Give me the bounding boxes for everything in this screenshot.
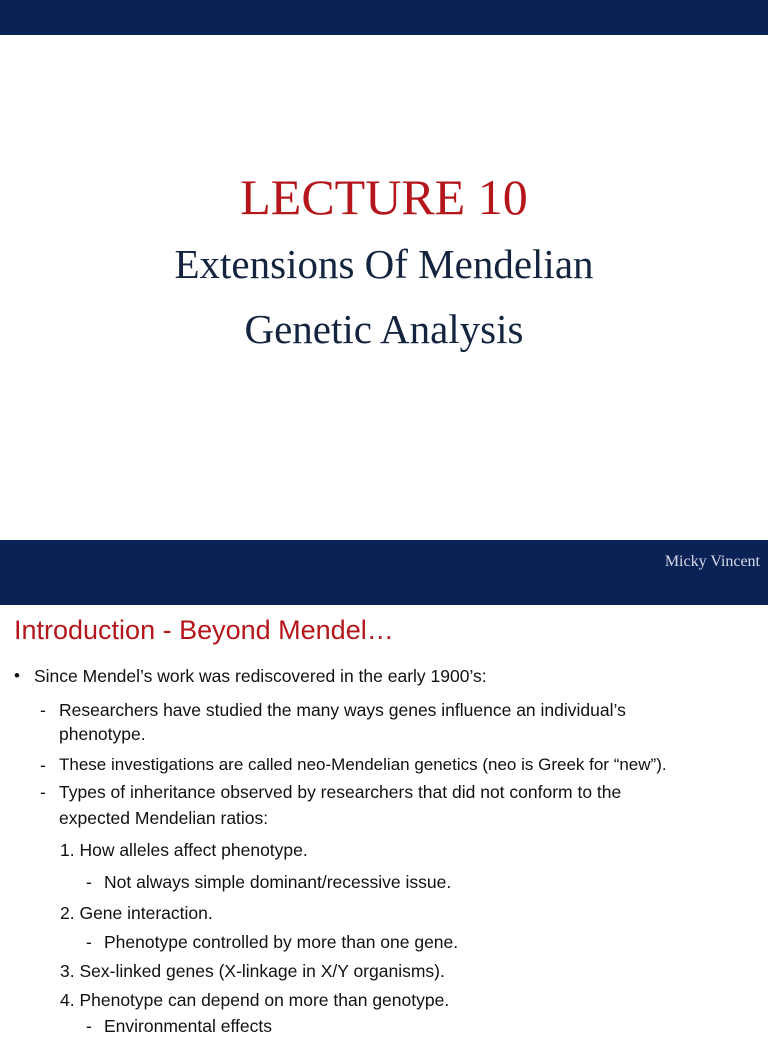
- lecture-number: LECTURE 10: [240, 169, 528, 225]
- sub-line-3: These investigations are called neo-Mendelian genetics (neo is Greek for “new”).: [59, 755, 667, 774]
- numbered-item-1: 1. How alleles affect phenotype.: [60, 840, 308, 860]
- sub-line-2a: Researchers have studied the many ways genes influence an individual’s: [59, 700, 626, 720]
- author-name: Micky Vincent: [664, 553, 760, 570]
- dash-icon: -: [86, 932, 92, 952]
- lecture-subtitle-line-1: Extensions Of Mendelian: [174, 241, 594, 287]
- numbered-item-4-detail: Environmental effects: [104, 1016, 272, 1036]
- numbered-item-4: 4. Phenotype can depend on more than genotype.: [60, 990, 450, 1010]
- dash-icon: -: [86, 872, 92, 892]
- sub-line-2b: phenotype.: [59, 724, 146, 744]
- numbered-item-3: 3. Sex-linked genes (X-linkage in X/Y organisms).: [60, 961, 445, 981]
- bullet-line-1: Since Mendel’s work was rediscovered in the early 1900’s:: [34, 666, 487, 686]
- sub-line-4b: expected Mendelian ratios:: [59, 808, 269, 828]
- numbered-item-2: 2. Gene interaction.: [60, 903, 213, 923]
- bottom-banner: [0, 540, 768, 605]
- dash-icon: -: [40, 700, 46, 720]
- numbered-item-1-detail: Not always simple dominant/recessive issue.: [104, 872, 452, 892]
- dash-icon: -: [40, 755, 46, 775]
- dash-icon: -: [40, 782, 46, 802]
- numbered-item-2-detail: Phenotype controlled by more than one gene.: [104, 932, 459, 952]
- content-slide: [0, 605, 768, 1036]
- lecture-subtitle-line-2: Genetic Analysis: [244, 306, 524, 352]
- bullet-icon: •: [14, 666, 20, 685]
- dash-icon: -: [86, 1016, 92, 1036]
- slide-title: Introduction - Beyond Mendel…: [14, 615, 394, 645]
- sub-line-4a: Types of inheritance observed by researchers that did not conform to the: [59, 782, 622, 802]
